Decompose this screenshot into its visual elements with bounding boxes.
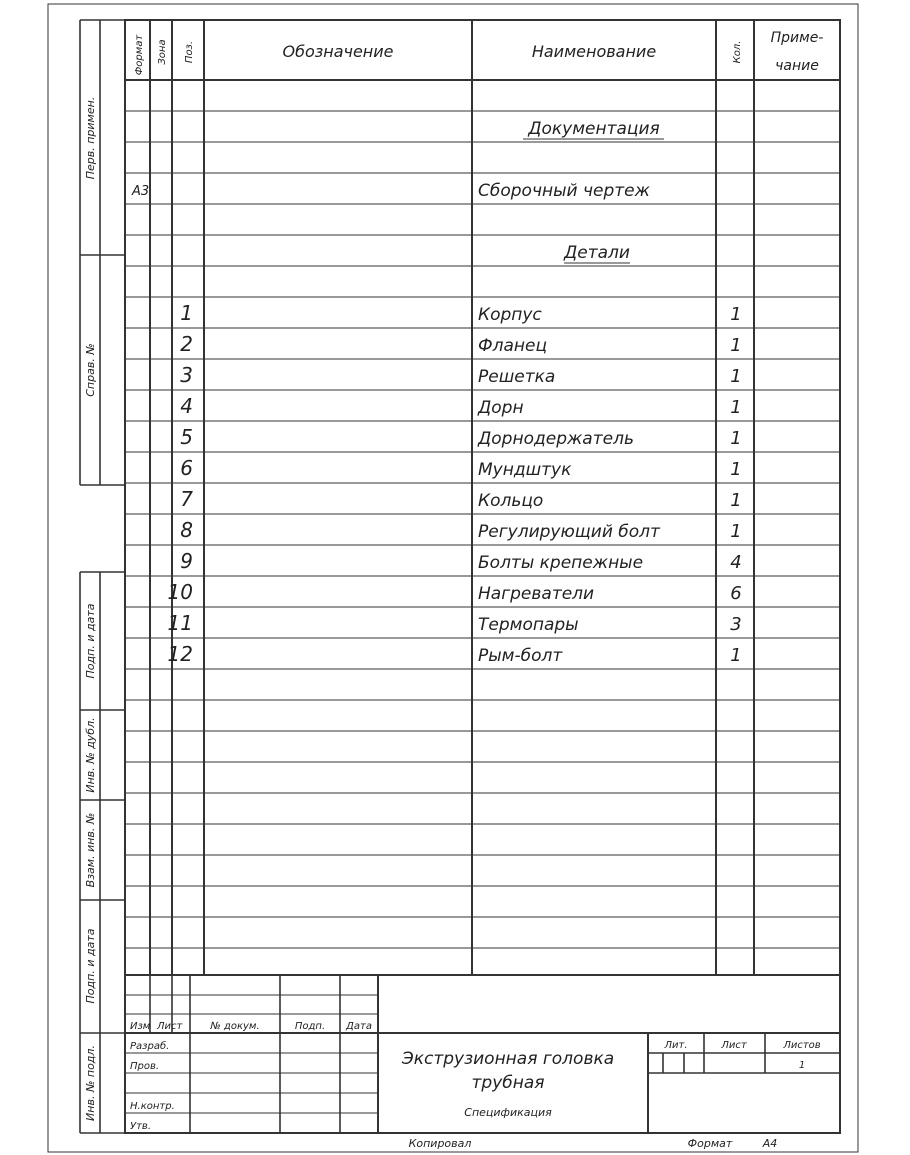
stamp-inv-dubl: Инв. № дубл. <box>84 717 97 793</box>
part-name: Дорн <box>478 398 524 418</box>
part-qty: 1 <box>730 490 742 511</box>
part-row <box>180 456 741 480</box>
tb-list: Лист <box>157 1021 183 1032</box>
part-name: Регулирующий болт <box>478 522 660 542</box>
stamp-podp-data-1: Подп. и дата <box>84 603 97 679</box>
part-row <box>180 549 741 573</box>
part-name: Мундштук <box>478 460 572 480</box>
part-pos: 12 <box>167 642 193 666</box>
part-pos: 11 <box>167 611 193 635</box>
header-zone: Зона <box>157 39 168 65</box>
part-pos: 10 <box>167 580 193 604</box>
part-row <box>180 394 741 418</box>
part-qty: 1 <box>730 304 742 325</box>
tb-n-kontr: Н.контр. <box>130 1101 175 1112</box>
part-name: Болты крепежные <box>478 553 644 573</box>
tb-prov: Пров. <box>130 1061 160 1072</box>
tb-lit: Лит. <box>664 1040 688 1051</box>
header-format: Формат <box>134 34 145 76</box>
part-qty: 1 <box>730 397 742 418</box>
part-qty: 1 <box>730 335 742 356</box>
part-qty: 4 <box>730 552 742 573</box>
assembly-drawing: Сборочный чертеж <box>478 181 650 201</box>
tb-utv: Утв. <box>130 1121 151 1132</box>
part-row <box>180 332 741 356</box>
tb-podp: Подп. <box>294 1021 326 1032</box>
part-pos: 2 <box>180 332 193 356</box>
tb-doc-no: № докум. <box>210 1021 260 1032</box>
part-qty: 1 <box>730 428 742 449</box>
stamp-perv-primen: Перв. примен. <box>84 96 97 180</box>
part-name: Дорнодержатель <box>478 429 634 449</box>
table-columns <box>150 20 754 975</box>
part-row <box>180 363 741 387</box>
part-pos: 5 <box>180 425 193 449</box>
part-qty: 1 <box>730 459 742 480</box>
outer-border <box>48 4 858 1152</box>
section-documentation: Документация <box>528 119 660 139</box>
stamp-vzam-inv: Взам. инв. № <box>84 812 97 888</box>
header-note-line2: чание <box>775 58 819 74</box>
tb-izm: Изм <box>130 1021 151 1032</box>
tb-data: Дата <box>346 1021 372 1032</box>
header-designation: Обозначение <box>282 42 394 61</box>
part-name: Нагреватели <box>478 584 595 604</box>
tb-sheets-count: 1 <box>798 1060 806 1071</box>
part-qty: 3 <box>730 614 742 635</box>
part-name: Корпус <box>478 305 542 325</box>
part-pos: 8 <box>180 518 193 542</box>
header-note-line1: Приме- <box>770 30 824 46</box>
part-name: Рым-болт <box>478 646 563 666</box>
part-row <box>180 301 741 325</box>
header-name: Наименование <box>531 42 657 61</box>
header-pos: Поз. <box>184 40 195 64</box>
tb-razrab: Разраб. <box>130 1041 170 1052</box>
part-pos: 6 <box>180 456 193 480</box>
stamp-podp-data-2: Подп. и дата <box>84 928 97 1004</box>
part-qty: 1 <box>730 521 742 542</box>
part-name: Кольцо <box>478 491 544 511</box>
part-row <box>168 611 742 635</box>
tb-sheet: Лист <box>721 1040 747 1051</box>
tb-title-line1: Экструзионная головка <box>401 1049 615 1069</box>
section-parts: Детали <box>564 243 630 263</box>
part-row <box>180 487 741 511</box>
part-name: Термопары <box>478 615 579 635</box>
footer-copied: Копировал <box>408 1137 472 1150</box>
header-qty: Кол. <box>732 40 743 64</box>
part-row <box>180 425 741 449</box>
part-qty: 1 <box>730 366 742 387</box>
footer-format-value: А4 <box>762 1137 778 1150</box>
part-qty: 6 <box>730 583 742 604</box>
part-pos: 7 <box>180 487 193 511</box>
part-row <box>168 580 742 604</box>
tb-doc-type: Спецификация <box>464 1106 552 1119</box>
assembly-format: А3 <box>132 184 150 199</box>
part-row <box>180 518 741 542</box>
footer-format-label: Формат <box>687 1137 733 1150</box>
part-pos: 1 <box>180 301 193 325</box>
part-name: Фланец <box>478 336 548 356</box>
part-pos: 4 <box>180 394 193 418</box>
part-pos: 9 <box>180 549 193 573</box>
part-pos: 3 <box>180 363 193 387</box>
part-row <box>168 642 742 666</box>
tb-sheets: Листов <box>783 1040 821 1051</box>
part-name: Решетка <box>478 367 556 387</box>
tb-title-line2: трубная <box>471 1073 545 1093</box>
stamp-sprav-no: Справ. № <box>84 343 97 397</box>
stamp-inv-podl: Инв. № подл. <box>84 1045 97 1121</box>
part-qty: 1 <box>730 645 742 666</box>
